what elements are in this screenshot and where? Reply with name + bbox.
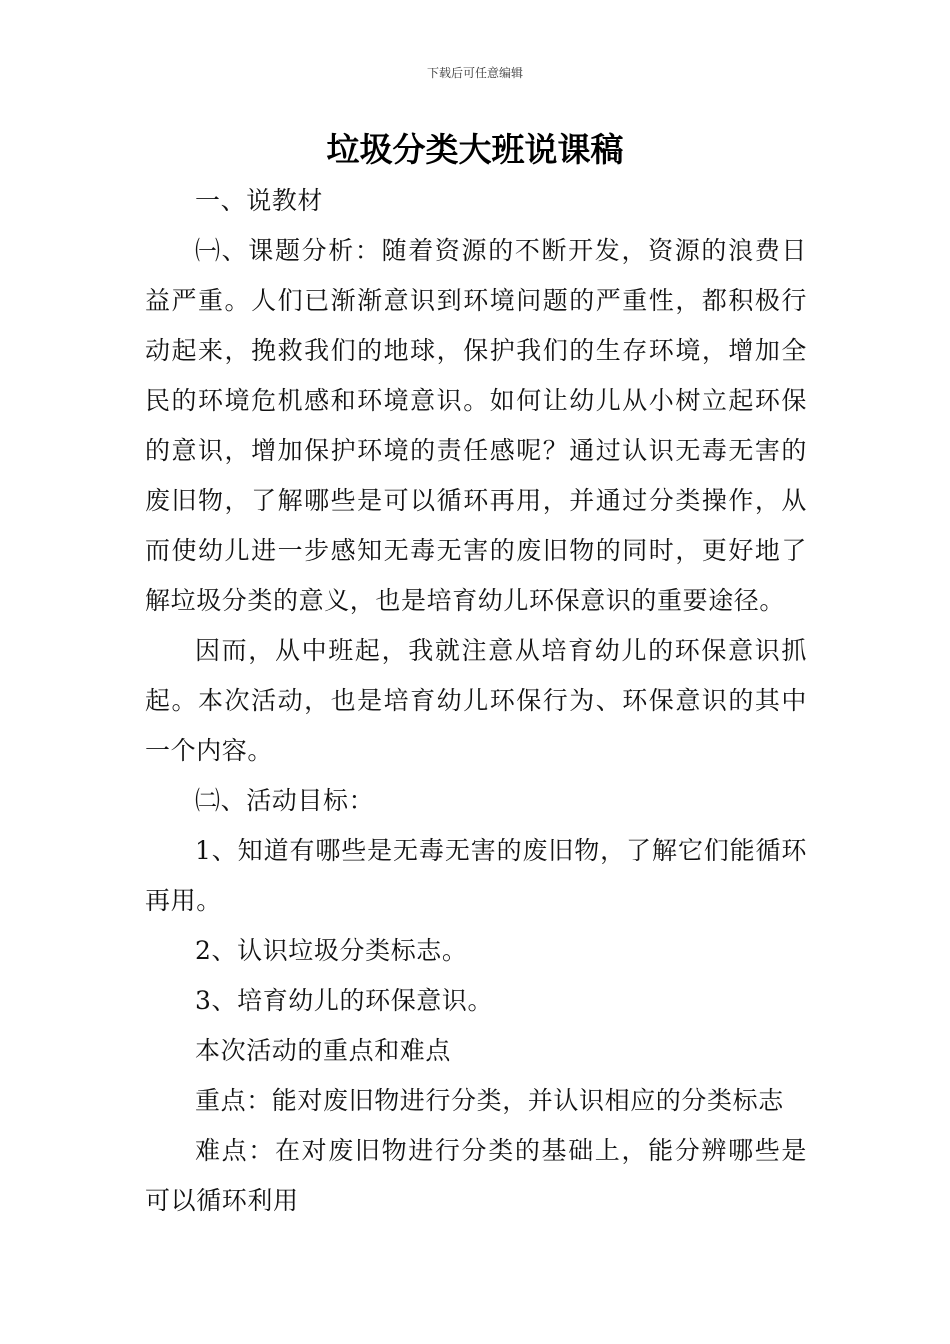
- paragraph-reason: 因而，从中班起，我就注意从培育幼儿的环保意识抓起。本次活动，也是培育幼儿环保行为、环保意识的其中一个内容。: [145, 636, 807, 765]
- section-heading-goals: ㈡、活动目标：: [195, 786, 375, 815]
- section-heading-textbook: 一、说教材: [195, 186, 324, 215]
- goal-item-3: 3、培育幼儿的环保意识。: [195, 986, 494, 1015]
- difficult-point: 难点：在对废旧物进行分类的基础上，能分辨哪些是可以循环利用: [145, 1136, 807, 1215]
- goal-item-1: 1、知道有哪些是无毒无害的废旧物，了解它们能循环再用。: [145, 836, 807, 915]
- key-point: 重点：能对废旧物进行分类，并认识相应的分类标志: [195, 1086, 784, 1115]
- page-header-note: 下载后可任意编辑: [426, 66, 523, 80]
- goal-item-2: 2、认识垃圾分类标志。: [195, 936, 468, 965]
- section-heading-key-points: 本次活动的重点和难点: [195, 1036, 452, 1065]
- document-body: [145, 176, 807, 1226]
- paragraph-topic-analysis: ㈠、课题分析：随着资源的不断开发，资源的浪费日益严重。人们已渐渐意识到环境问题的严重性，都积极行动起来，挽救我们的地球，保护我们的生存环境，增加全民的环境危机感和环境意识。如何让幼儿从小树立起环保的意识，增加保护环境的责任感呢？通过认识无毒无害的废旧物，了解哪些是可以循环再用，并通过分类操作，从而使幼儿进一步感知无毒无害的废旧物的同时，更好地了解垃圾分类的意义，也是培育幼儿环保意识的重要途径。: [145, 236, 807, 615]
- document-title: 垃圾分类大班说课稿: [326, 130, 624, 169]
